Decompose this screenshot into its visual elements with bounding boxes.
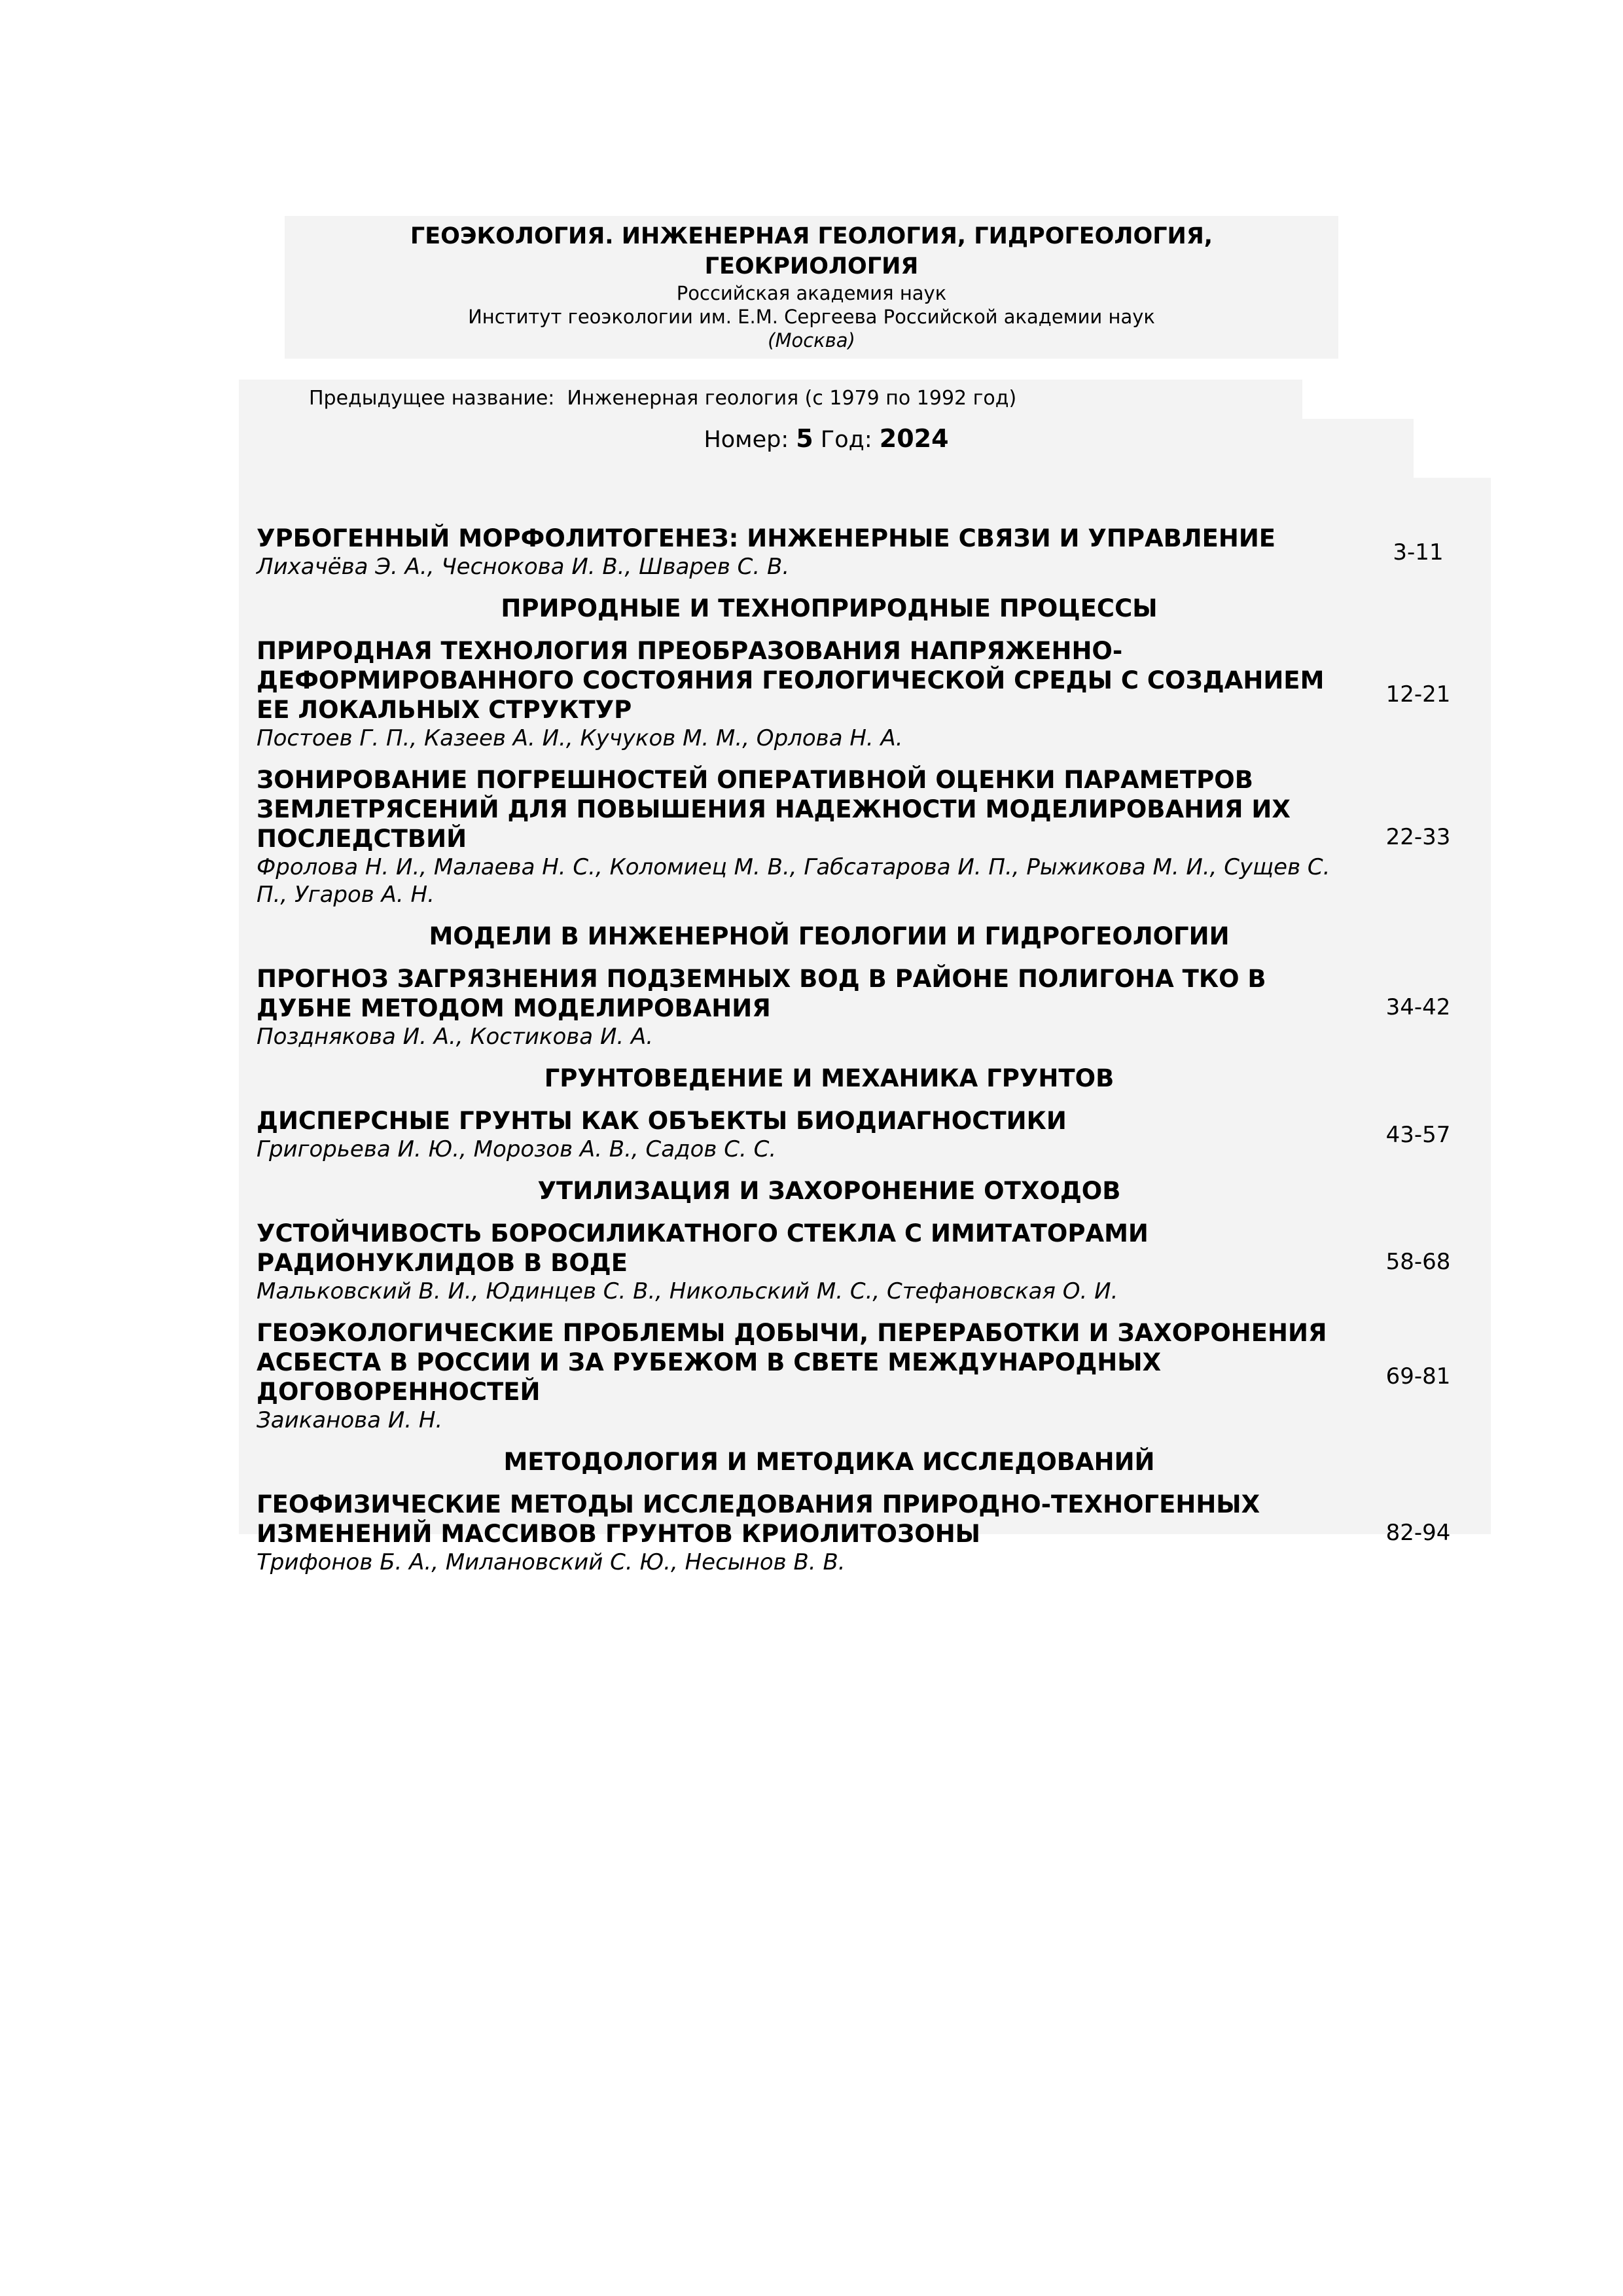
article-pages: 22-33	[1385, 823, 1451, 850]
toc-article[interactable]	[257, 1318, 1487, 1434]
section-heading: МЕТОДОЛОГИЯ И МЕТОДИКА ИССЛЕДОВАНИЙ	[503, 1448, 1155, 1476]
previous-name	[309, 386, 1016, 412]
article-title[interactable]: ГЕОФИЗИЧЕСКИЕ МЕТОДЫ ИССЛЕДОВАНИЯ ПРИРОДНО-ТЕХНОГЕННЫХ ИЗМЕНЕНИЙ МАССИВОВ ГРУНТОВ КРИОЛИТОЗОНЫ	[257, 1490, 1260, 1548]
journal-title-line-1: ГЕОЭКОЛОГИЯ. ИНЖЕНЕРНАЯ ГЕОЛОГИЯ, ГИДРОГЕОЛОГИЯ,	[410, 223, 1213, 249]
article-title[interactable]: УРБОГЕННЫЙ МОРФОЛИТОГЕНЕЗ: ИНЖЕНЕРНЫЕ СВЯЗИ И УПРАВЛЕНИЕ	[257, 524, 1276, 552]
toc-article[interactable]	[257, 1106, 1487, 1163]
article-pages: 82-94	[1385, 1520, 1451, 1546]
article-authors: Григорьева И. Ю., Морозов А. В., Садов С. С.	[257, 1136, 777, 1162]
issue-year-label: Год:	[820, 427, 872, 453]
article-title[interactable]: ГЕОЭКОЛОГИЧЕСКИЕ ПРОБЛЕМЫ ДОБЫЧИ, ПЕРЕРАБОТКИ И ЗАХОРОНЕНИЯ АСБЕСТА В РОССИИ И ЗА РУБЕЖОМ В СВЕТЕ МЕЖДУНАРОДНЫХ ДОГОВОРЕННОСТЕЙ	[257, 1319, 1327, 1406]
article-title[interactable]: ЗОНИРОВАНИЕ ПОГРЕШНОСТЕЙ ОПЕРАТИВНОЙ ОЦЕНКИ ПАРАМЕТРОВ ЗЕМЛЕТРЯСЕНИЙ ДЛЯ ПОВЫШЕНИЯ НАДЕЖНОСТИ МОДЕЛИРОВАНИЯ ИХ ПОСЛЕДСТВИЙ	[257, 766, 1291, 853]
publisher: Российская академия наук	[676, 282, 947, 304]
section-heading: МОДЕЛИ В ИНЖЕНЕРНОЙ ГЕОЛОГИИ И ГИДРОГЕОЛОГИИ	[429, 922, 1230, 950]
city: (Москва)	[768, 329, 855, 351]
table-of-contents	[257, 524, 1487, 1589]
section-heading: УТИЛИЗАЦИЯ И ЗАХОРОНЕНИЕ ОТХОДОВ	[537, 1177, 1121, 1205]
article-pages: 69-81	[1385, 1363, 1451, 1390]
issue-number: 5	[796, 424, 813, 453]
article-pages: 43-57	[1385, 1121, 1451, 1148]
toc-article[interactable]	[257, 765, 1487, 908]
section-heading: ГРУНТОВЕДЕНИЕ И МЕХАНИКА ГРУНТОВ	[544, 1064, 1115, 1092]
toc-article[interactable]	[257, 524, 1487, 581]
article-authors: Заиканова И. Н.	[257, 1407, 443, 1433]
institute: Институт геоэкологии им. Е.М. Сергеева Российской академии наук	[468, 306, 1155, 328]
article-authors: Лихачёва Э. А., Чеснокова И. В., Шварев С. В.	[257, 554, 790, 580]
article-title[interactable]: УСТОЙЧИВОСТЬ БОРОСИЛИКАТНОГО СТЕКЛА С ИМИТАТОРАМИ РАДИОНУКЛИДОВ В ВОДЕ	[257, 1219, 1149, 1277]
article-title[interactable]: ПРОГНОЗ ЗАГРЯЗНЕНИЯ ПОДЗЕМНЫХ ВОД В РАЙОНЕ ПОЛИГОНА ТКО В ДУБНЕ МЕТОДОМ МОДЕЛИРОВАНИЯ	[257, 965, 1266, 1022]
article-authors: Позднякова И. А., Костикова И. А.	[257, 1024, 654, 1050]
issue-year: 2024	[879, 424, 949, 453]
article-authors: Трифонов Б. А., Милановский С. Ю., Несынов В. В.	[257, 1549, 846, 1575]
journal-title	[285, 221, 1338, 281]
toc-article[interactable]	[257, 964, 1487, 1050]
article-authors: Постоев Г. П., Казеев А. И., Кучуков М. М., Орлова Н. А.	[257, 725, 903, 751]
toc-article[interactable]	[257, 1219, 1487, 1305]
section-heading: ПРИРОДНЫЕ И ТЕХНОПРИРОДНЫЕ ПРОЦЕССЫ	[501, 594, 1158, 622]
issue-number-label: Номер:	[704, 427, 789, 453]
article-pages: 58-68	[1385, 1249, 1451, 1275]
issue-info	[239, 422, 1414, 456]
article-pages: 12-21	[1385, 681, 1451, 708]
article-pages: 3-11	[1393, 539, 1444, 565]
previous-name-label: Предыдущее название:	[309, 387, 555, 410]
article-authors: Фролова Н. И., Малаева Н. С., Коломиец М. В., Габсатарова И. П., Рыжикова М. И., Сущев С. П., Угаров А. Н.	[257, 854, 1330, 908]
article-title[interactable]: ДИСПЕРСНЫЕ ГРУНТЫ КАК ОБЪЕКТЫ БИОДИАГНОСТИКИ	[257, 1107, 1067, 1135]
journal-title-line-2: ГЕОКРИОЛОГИЯ	[704, 253, 919, 279]
toc-article[interactable]	[257, 636, 1487, 752]
previous-name-value: Инженерная геология (с 1979 по 1992 год)	[567, 387, 1017, 410]
article-pages: 34-42	[1385, 994, 1451, 1020]
article-title[interactable]: ПРИРОДНАЯ ТЕХНОЛОГИЯ ПРЕОБРАЗОВАНИЯ НАПРЯЖЕННО-ДЕФОРМИРОВАННОГО СОСТОЯНИЯ ГЕОЛОГИЧЕСКОЙ СРЕДЫ С СОЗДАНИЕМ ЕЕ ЛОКАЛЬНЫХ СТРУКТУР	[257, 637, 1325, 724]
article-authors: Мальковский В. И., Юдинцев С. В., Никольский М. С., Стефановская О. И.	[257, 1278, 1118, 1304]
toc-article[interactable]	[257, 1490, 1487, 1576]
journal-header	[285, 216, 1338, 359]
